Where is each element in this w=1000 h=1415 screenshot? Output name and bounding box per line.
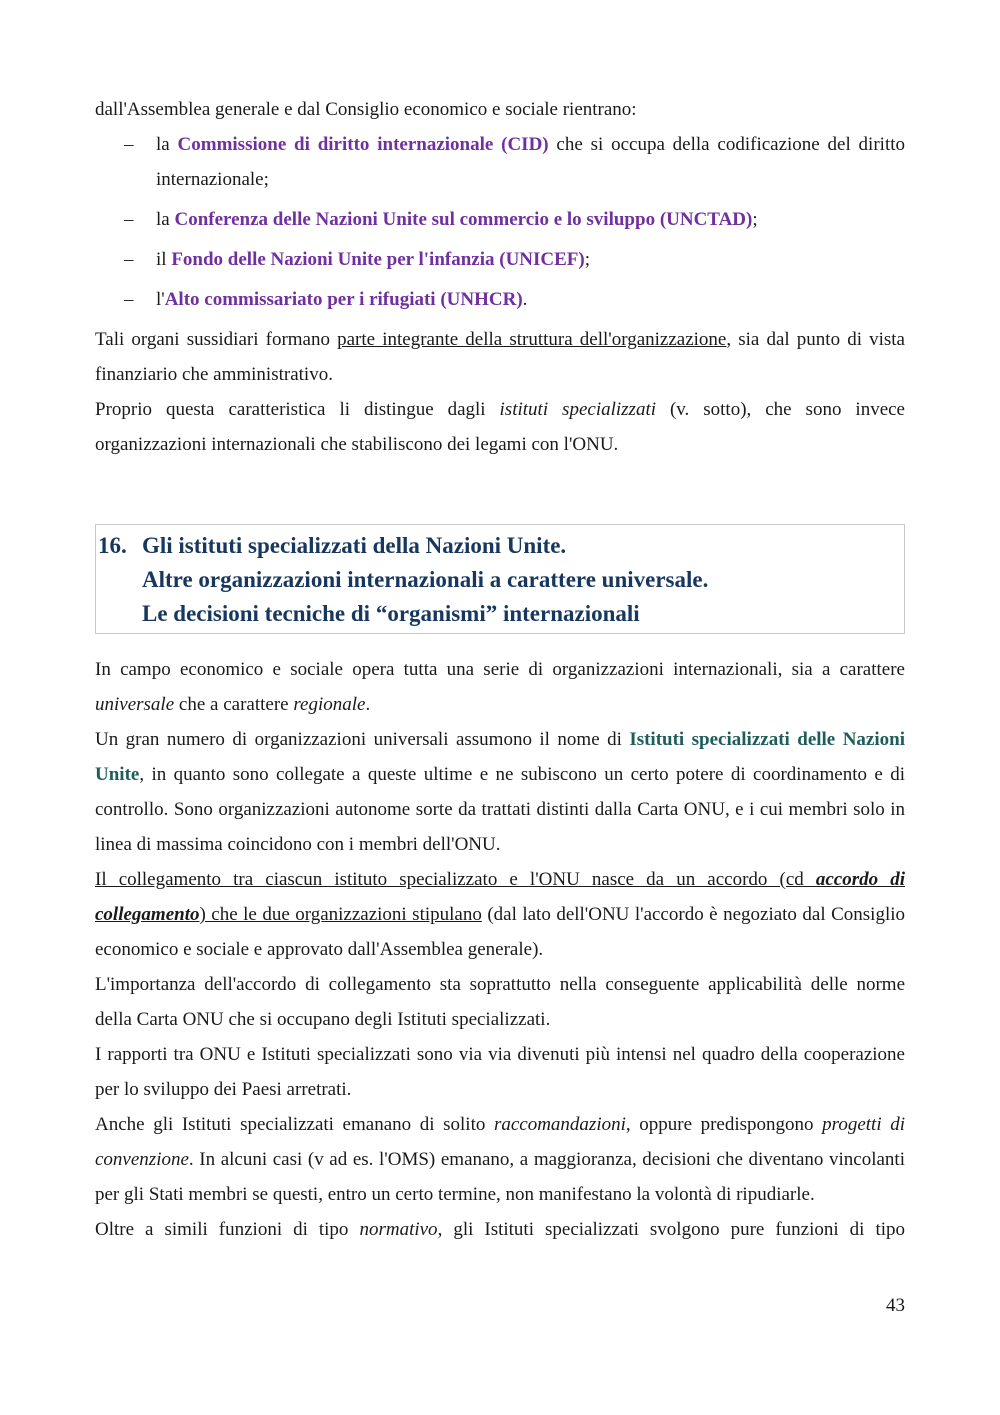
section-heading: [95, 524, 905, 634]
organ-name: Conferenza delle Nazioni Unite sul commercio e lo sviluppo (UNCTAD): [174, 209, 753, 230]
organ-name: Fondo delle Nazioni Unite per l'infanzia (UNICEF): [171, 249, 585, 270]
heading-line-3: Le decisioni tecniche di “organismi” internazionali: [142, 601, 640, 626]
paragraph: Un gran numero di organizzazioni universali assumono il nome di Istituti specializzati delle Nazioni Unite, in quanto sono collegate a queste ultime e ne subiscono un certo potere di coordinamento e di controllo. Sono organizzazioni autonome sorte da trattati distinti dalla Carta ONU, e i cui membri solo in linea di massima coincidono con i membri dell'ONU.: [95, 729, 905, 855]
underlined-phrase: parte integrante della struttura dell'organizzazione: [337, 329, 727, 350]
emphasized-term: accordo di collegamento: [95, 869, 905, 925]
dash-bullet: –: [124, 249, 134, 270]
paragraph: L'importanza dell'accordo di collegamento sta soprattutto nella conseguente applicabilità delle norme della Carta ONU che si occupano degli Istituti specializzati.: [95, 974, 905, 1030]
document-page: [95, 92, 905, 1247]
paragraph: Il collegamento tra ciascun istituto specializzato e l'ONU nasce da un accordo (cd accordo di collegamento) che le due organizzazioni stipulano (dal lato dell'ONU l'accordo è negoziato dal Consiglio economico e sociale e approvato dall'Assemblea generale).: [95, 869, 905, 960]
organ-name: Alto commissariato per i rifugiati (UNHCR): [164, 289, 523, 310]
dash-bullet: –: [124, 289, 134, 310]
list-item: – il Fondo delle Nazioni Unite per l'infanzia (UNICEF);: [95, 242, 905, 277]
heading-line-1: Gli istituti specializzati della Nazioni Unite.: [142, 533, 567, 558]
dash-bullet: –: [124, 209, 134, 230]
list-item: – la Conferenza delle Nazioni Unite sul commercio e lo sviluppo (UNCTAD);: [95, 202, 905, 237]
heading-line-2: Altre organizzazioni internazionali a carattere universale.: [142, 567, 709, 592]
page-number: 43: [886, 1295, 905, 1316]
paragraph: In campo economico e sociale opera tutta una serie di organizzazioni internazionali, sia a carattere universale che a carattere regionale.: [95, 659, 905, 715]
paragraph: Anche gli Istituti specializzati emanano di solito raccomandazioni, oppure predispongono progetti di convenzione. In alcuni casi (v ad es. l'OMS) emanano, a maggioranza, decisioni che diventano vincolanti per gli Stati membri se questi, entro un certo termine, non manifestano la volontà di ripudiarle.: [95, 1114, 905, 1205]
list-item: – l'Alto commissariato per i rifugiati (UNHCR).: [95, 282, 905, 317]
paragraph: I rapporti tra ONU e Istituti specializzati sono via via divenuti più intensi nel quadro della cooperazione per lo sviluppo dei Paesi arretrati.: [95, 1044, 905, 1100]
dash-bullet: –: [124, 134, 134, 155]
subsidiary-organs-list: [95, 127, 905, 317]
organ-name: Commissione di diritto internazionale (CID): [177, 134, 549, 155]
highlighted-term: Istituti specializzati delle Nazioni Unite: [95, 729, 905, 785]
paragraph: Tali organi sussidiari formano parte integrante della struttura dell'organizzazione, sia dal punto di vista finanziario che amministrativo.: [95, 329, 905, 385]
section-number: 16.: [98, 533, 127, 558]
paragraph: Proprio questa caratteristica li distingue dagli istituti specializzati (v. sotto), che sono invece organizzazioni internazionali che stabiliscono dei legami con l'ONU.: [95, 399, 905, 455]
list-item: – la Commissione di diritto internazionale (CID) che si occupa della codificazione del diritto internazionale;: [95, 127, 905, 197]
italic-phrase: istituti specializzati: [499, 399, 656, 420]
intro-text: dall'Assemblea generale e dal Consiglio economico e sociale rientrano:: [95, 99, 637, 120]
paragraph: Oltre a simili funzioni di tipo normativo, gli Istituti specializzati svolgono pure funzioni di tipo: [95, 1219, 905, 1240]
